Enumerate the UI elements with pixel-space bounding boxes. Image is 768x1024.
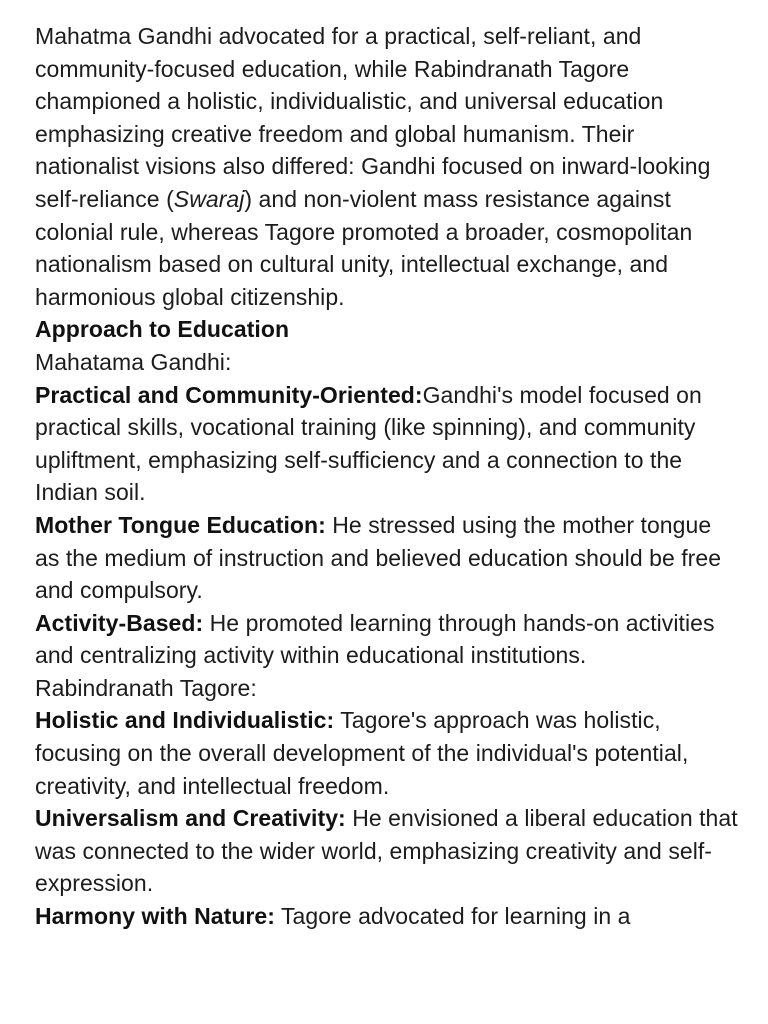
tagore-point-universalism	[35, 802, 741, 900]
point-text: Gandhi's model focused on practical skills, vocational training (like spinning), and community upliftment, emphasizing self-sufficiency and a connection to the Indian soil.	[35, 381, 702, 506]
point-title: Holistic and Individualistic:	[35, 707, 335, 734]
point-title: Activity-Based:	[35, 609, 204, 636]
gandhi-point-mother-tongue	[35, 509, 741, 607]
point-text: He envisioned a liberal education that was connected to the wider world, emphasizing creativity and self-expression.	[35, 805, 738, 897]
intro-text-part2: ) and non-violent mass resistance against colonial rule, whereas Tagore promoted a broader, cosmopolitan nationalism based on cultural unity, intellectual exchange, and harmonious global citizenship.	[35, 185, 693, 310]
tagore-label: Rabindranath Tagore:	[35, 674, 257, 701]
point-text: Tagore's approach was holistic, focusing on the overall development of the individual's potential, creativity, and intellectual freedom.	[35, 707, 689, 799]
intro-paragraph	[35, 20, 741, 313]
point-text: He stressed using the mother tongue as the medium of instruction and believed education should be free and compulsory.	[35, 511, 722, 604]
tagore-point-holistic	[35, 704, 741, 802]
point-title: Practical and Community-Oriented:	[35, 381, 423, 408]
point-title: Universalism and Creativity:	[35, 805, 346, 832]
intro-text-part1: Mahatma Gandhi advocated for a practical, self-reliant, and community-focused education, while Rabindranath Tagore championed a holistic, individualistic, and universal education emphasizing creative freedom and global humanism. Their nationalist visions also differed: Gandhi focused on inward-looking self-reliance (	[35, 23, 711, 212]
point-text: Tagore advocated for learning in a	[274, 903, 631, 930]
section-heading: Approach to Education	[35, 316, 290, 343]
swaraj-term: Swaraj	[173, 185, 245, 212]
tagore-point-nature	[35, 900, 741, 933]
point-title: Mother Tongue Education:	[35, 511, 326, 538]
point-text: He promoted learning through hands-on activities and centralizing activity within educational institutions.	[35, 609, 715, 669]
point-title: Harmony with Nature:	[35, 903, 275, 930]
gandhi-label: Mahatama Gandhi:	[35, 348, 232, 375]
gandhi-point-activity	[35, 607, 741, 672]
document-body	[35, 20, 741, 933]
gandhi-point-practical	[35, 379, 741, 509]
